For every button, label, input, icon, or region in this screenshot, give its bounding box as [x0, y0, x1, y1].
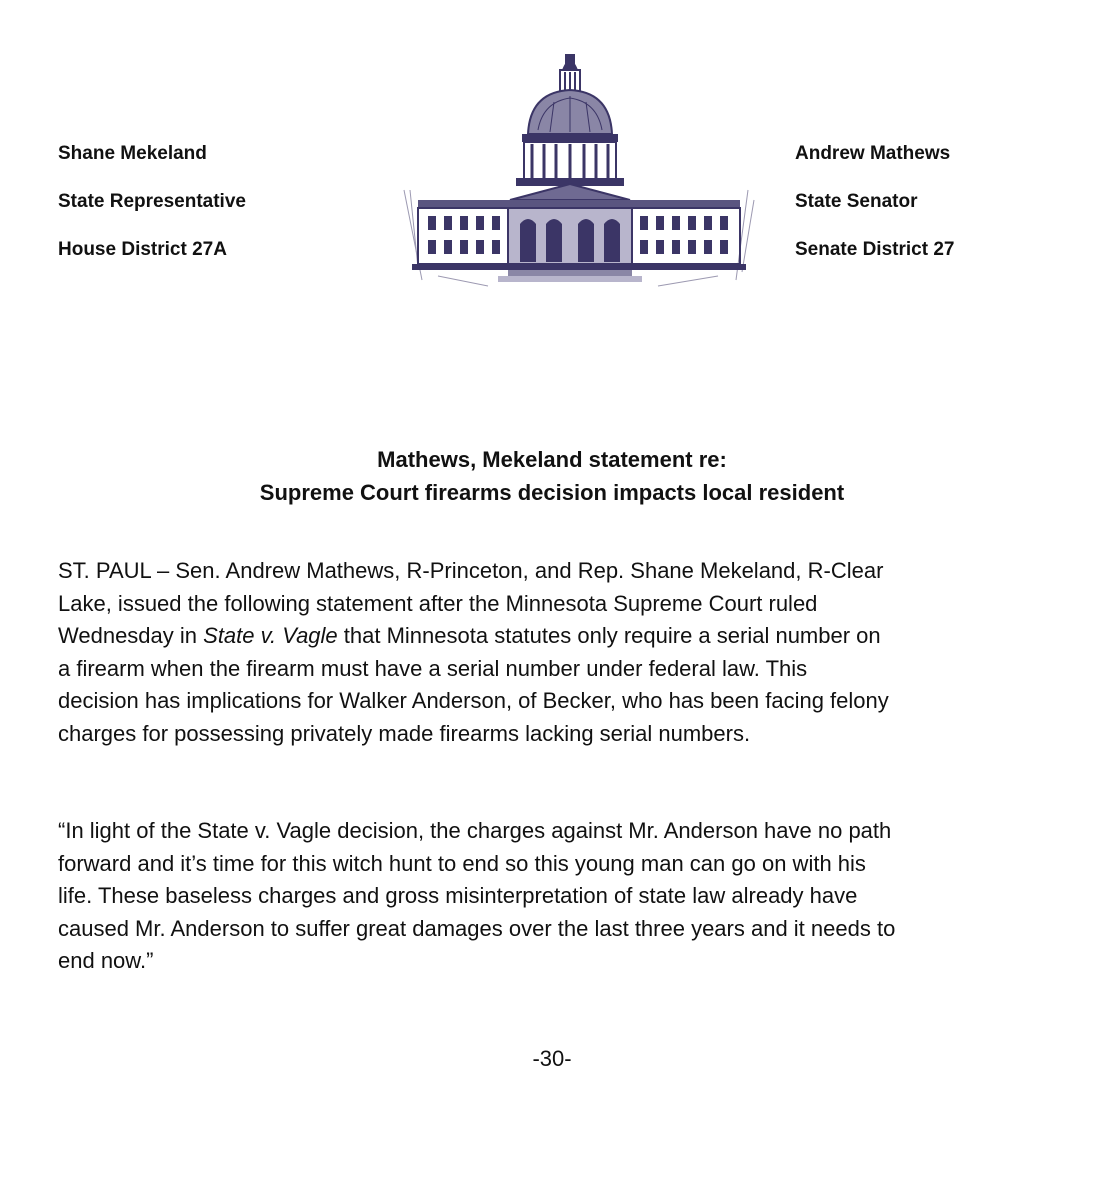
paragraph-2-line-5: end now.”	[58, 948, 154, 973]
senator-title: State Senator	[795, 191, 918, 212]
senator-contact	[795, 130, 954, 274]
paragraph-1-line-4: a firearm when the firearm must have a serial number under federal law. This	[58, 655, 808, 681]
representative-district: House District 27A	[58, 239, 227, 260]
paragraph-1-line-5: decision has implications for Walker Anderson, of Becker, who has been facing felony	[58, 688, 889, 713]
senator-name: Andrew Mathews	[795, 143, 951, 164]
paragraph-2-line-2: forward and it’s time for this witch hunt to end so this young man can go on with his	[58, 850, 866, 876]
senator-district: Senate District 27	[795, 239, 955, 260]
paragraph-2-line-1: “In light of the State v. Vagle decision, the charges against Mr. Anderson have no path	[58, 818, 892, 843]
paragraph-1-line-2: Lake, issued the following statement after the Minnesota Supreme Court ruled	[58, 590, 818, 616]
paragraph-1-line-1: ST. PAUL – Sen. Andrew Mathews, R-Princeton, and Rep. Shane Mekeland, R-Clear	[58, 558, 884, 583]
paragraph-2-line-3: life. These baseless charges and gross misinterpretation of state law already have	[58, 883, 858, 908]
paragraph-1-line-6: charges for possessing privately made firearms lacking serial numbers.	[58, 720, 751, 746]
statement-headline	[0, 443, 1104, 509]
headline-line-2: Supreme Court firearms decision impacts local resident	[259, 480, 845, 505]
headline-line-1: Mathews, Mekeland statement re:	[377, 447, 727, 472]
paragraph-2-line-4: caused Mr. Anderson to suffer great damages over the last three years and it needs to	[58, 915, 896, 941]
representative-name: Shane Mekeland	[58, 143, 207, 164]
body-paragraph-2-quote	[58, 815, 1066, 978]
case-name: State v. Vagle	[203, 623, 338, 648]
line-3-tail: that Minnesota statutes only require a serial number on	[337, 623, 881, 648]
end-mark: -30-	[532, 1046, 572, 1071]
body-paragraph-1	[58, 555, 1066, 750]
capitol-building-icon	[398, 40, 760, 298]
line-3-lead: Wednesday in	[58, 623, 204, 648]
representative-contact	[58, 130, 246, 274]
representative-title: State Representative	[58, 191, 246, 212]
paragraph-1-line-3	[58, 620, 1066, 653]
